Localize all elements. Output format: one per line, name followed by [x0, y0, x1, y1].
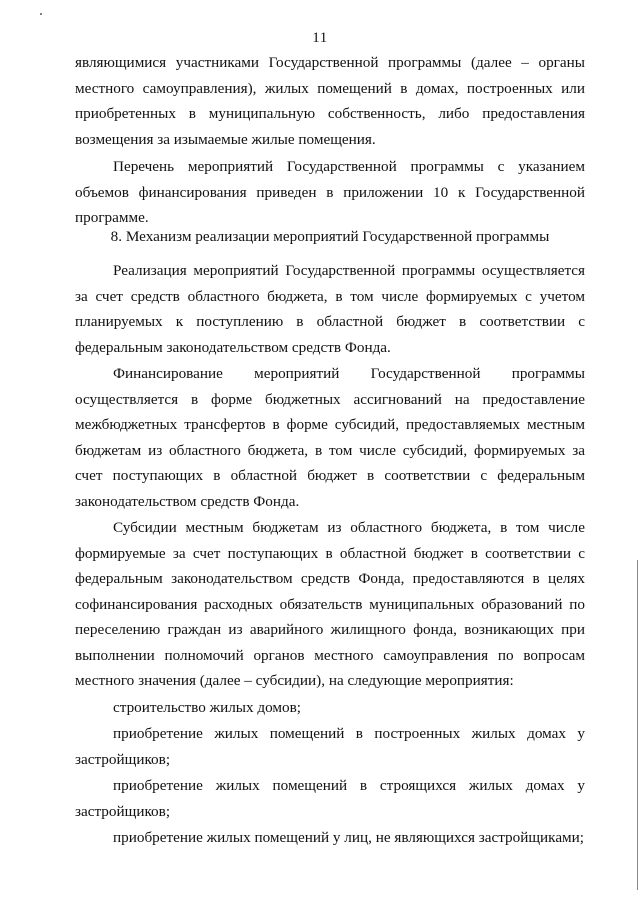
list-item-under-construction: приобретение жилых помещений в строящихся жилых домах у застройщиков;	[75, 777, 585, 820]
intro-text-block	[75, 50, 585, 231]
list-item-construction: строительство жилых домов;	[113, 698, 302, 716]
paragraph-implementation: Реализация мероприятий Государственной программы осуществляется за счет средств областного бюджета, в том числе формируемых с учетом планируемых к поступлению в областной бюджет в соответствии с федеральным законодательством средств Фонда.	[75, 262, 585, 356]
section-heading: 8. Механизм реализации мероприятий Государственной программы	[110, 228, 550, 245]
section-text-block	[75, 258, 585, 851]
scan-edge-line	[637, 560, 638, 890]
page-number: 11	[312, 30, 328, 46]
paragraph-program-list: Перечень мероприятий Государственной программы с указанием объемов финансирования приведен в приложении 10 к Государственной программе.	[75, 158, 585, 226]
section-heading-block	[75, 224, 585, 250]
paragraph-financing: Финансирование мероприятий Государственной программы осуществляется в форме бюджетных ассигнований на предоставление межбюджетных трансфертов в форме субсидий, предоставляемых местным бюджетам из областного бюджета, в том числе субсидий, формируемых за счет поступающих в областной бюджет в соответствии с федеральным законодательством средств Фонда.	[75, 365, 585, 510]
paragraph-continuation: являющимися участниками Государственной программы (далее – органы местного самоуправления), жилых помещений в домах, построенных или приобретенных в муниципальную собственность, либо предоставления возмещения за изымаемые жилые помещения.	[75, 54, 585, 148]
list-item-non-developers: приобретение жилых помещений у лиц, не являющихся застройщиками;	[113, 829, 585, 846]
scan-speck	[40, 13, 42, 15]
list-item-built-housing: приобретение жилых помещений в построенных жилых домах у застройщиков;	[75, 725, 585, 768]
paragraph-subsidies: Субсидии местным бюджетам из областного бюджета, в том числе формируемые за счет поступающих в областной бюджет в соответствии с федеральным законодательством средств Фонда, предоставляются в целях софинансирования расходных обязательств муниципальных образований по переселению граждан из аварийного жилищного фонда, возникающих при выполнении полномочий органов местного самоуправления по вопросам местного значения (далее – субсидии), на следующие мероприятия:	[75, 519, 585, 689]
